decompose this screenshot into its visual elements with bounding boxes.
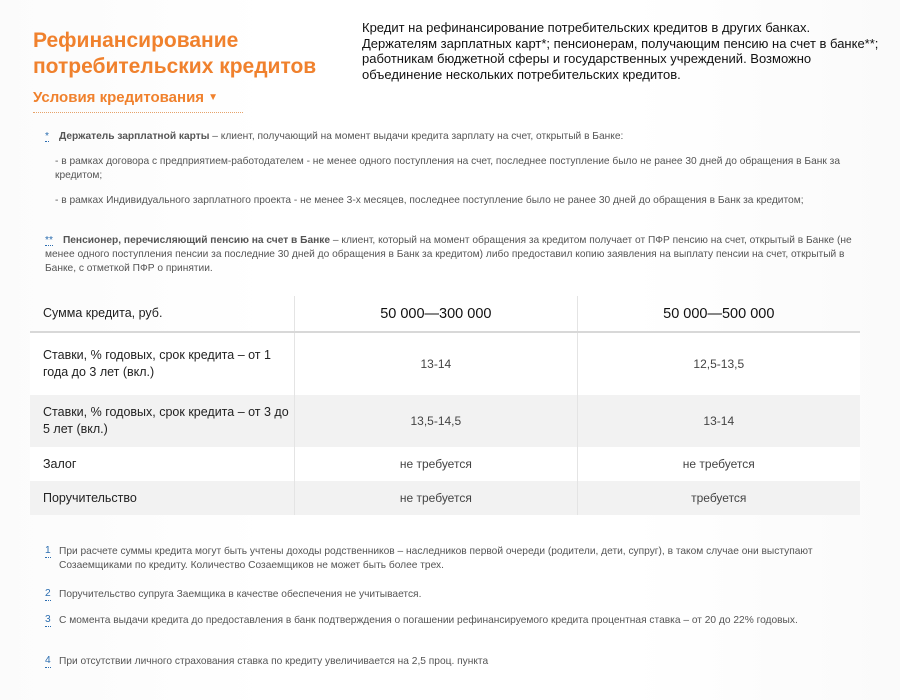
header-amount-col1: 50 000—300 000	[295, 296, 577, 332]
row-value-col1: 13,5-14,5	[295, 395, 577, 447]
footnote-item	[45, 655, 825, 669]
row-label: Ставки, % годовых, срок кредита – от 1 года до 3 лет (вкл.)	[30, 332, 295, 395]
conditions-underline	[33, 112, 243, 113]
footnote-item	[45, 545, 825, 573]
header-amount-col2: 50 000—500 000	[577, 296, 860, 332]
note-pension	[45, 234, 860, 276]
credit-terms-table	[30, 296, 860, 515]
footnote-text: С момента выдачи кредита до предоставления в банк подтверждения о погашении рефинансируемого кредита процентная ставка – от 20 до 22% годовых.	[59, 615, 798, 626]
note-text: – клиент, который на момент обращения за кредитом получает от ПФР пенсию на счет, открытый в Банке (не менее одного поступления пенсии за последние 30 дней до обращения в Банк за кредитом) либо предоставил копию заявления на выплату пенсии на счет, открытый в Банке, с отметкой ПФР о принятии.	[45, 235, 852, 274]
footnote-number[interactable]: 3	[45, 614, 51, 625]
row-value-col1: не требуется	[295, 447, 577, 481]
conditions-label: Условия кредитования	[33, 89, 205, 106]
table-row	[30, 332, 860, 395]
table-row	[30, 395, 860, 447]
note-text: – клиент, получающий на момент выдачи кредита зарплату на счет, открытый в Банке:	[209, 131, 624, 142]
note-marker[interactable]: **	[45, 235, 53, 246]
caret-down-icon: ▼	[208, 92, 218, 103]
footnote-number[interactable]: 1	[45, 545, 51, 556]
footnote-number[interactable]: 2	[45, 588, 51, 599]
row-value-col2: не требуется	[577, 447, 860, 481]
footnote-item	[45, 614, 825, 628]
note-marker[interactable]: *	[45, 131, 49, 142]
row-label: Поручительство	[30, 481, 295, 515]
note-salary-sub2: - в рамках Индивидуального зарплатного проекта - не менее 3-х месяцев, последнее поступление было не ранее 30 дней до обращения в Банк за кредитом;	[55, 195, 804, 206]
table-row	[30, 481, 860, 515]
row-label: Залог	[30, 447, 295, 481]
table-row	[30, 447, 860, 481]
row-value-col2: требуется	[577, 481, 860, 515]
note-term: Держатель зарплатной карты	[58, 131, 210, 142]
row-value-col2: 12,5-13,5	[577, 332, 860, 395]
row-value-col2: 13-14	[577, 395, 860, 447]
row-value-col1: не требуется	[295, 481, 577, 515]
product-intro: Кредит на рефинансирование потребительских кредитов в других банках. Держателям зарплатных карт*; пенсионерам, получающим пенсию на счет в банке**; работникам бюджетной сферы и государственных учреждений. Возможно объединение нескольких потребительских кредитов.	[362, 20, 879, 82]
note-term: Пенсионер, перечисляющий пенсию на счет в Банке	[62, 235, 331, 246]
note-salary	[45, 130, 623, 144]
footnote-text: При отсутствии личного страхования ставка по кредиту увеличивается на 2,5 проц. пункта	[59, 656, 489, 667]
note-salary-sub1: - в рамках договора с предприятием-работодателем - не менее одного поступления на счет, последнее поступление было не ранее 30 дней до обращения в Банк за кредитом;	[55, 156, 840, 181]
footnote-number[interactable]: 4	[45, 655, 51, 666]
table-header-row	[30, 296, 860, 332]
footnote-text: При расчете суммы кредита могут быть учтены доходы родственников – наследников первой очереди (родители, дети, супруг), в таком случае они выступают Созаемщиками по кредиту. Количество Созаемщиков не может быть более трех.	[59, 546, 813, 571]
footnote-text: Поручительство супруга Заемщика в качестве обеспечения не учитывается.	[59, 589, 422, 600]
conditions-toggle[interactable]	[33, 89, 218, 106]
page-title: Рефинансирование потребительских кредитов	[33, 29, 317, 78]
row-value-col1: 13-14	[295, 332, 577, 395]
footnote-item	[45, 588, 825, 602]
header-label: Сумма кредита, руб.	[30, 296, 295, 332]
row-label: Ставки, % годовых, срок кредита – от 3 до 5 лет (вкл.)	[30, 395, 295, 447]
